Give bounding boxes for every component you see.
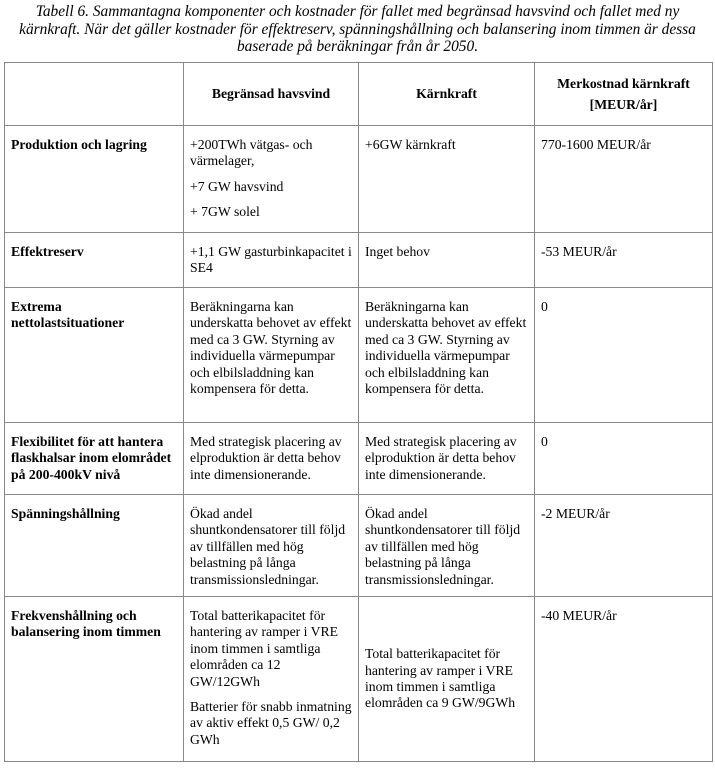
cell-frekvens-havsvind (184, 597, 359, 762)
produktion-havsvind-line-1: +200TWh vätgas- och värmelager, (190, 137, 313, 169)
header-begransad-havsvind: Begränsad havsvind (184, 63, 359, 126)
caption-line-1: Tabell 6. Sammantagna komponenter och kostnader för fallet med begränsad havsvind och fallet med ny (35, 3, 680, 20)
header-merkostnad-unit: [MEUR/år] (589, 97, 658, 112)
header-merkostnad (535, 63, 713, 126)
cell-extrema-karnkraft: Beräkningarna kan underskatta behovet av effekt med ca 3 GW. Styrning av individuella värmepumpar och elbilsladdning kan kompensera för detta. (359, 288, 535, 423)
row-label-extrema: Extrema nettolastsituationer (5, 288, 184, 423)
header-empty-cell (5, 63, 184, 126)
caption-line-2: kärnkraft. När det gäller kostnader för effektreserv, spänningshållning och balansering inom timmen är dessa (19, 20, 696, 38)
header-karnkraft: Kärnkraft (359, 63, 535, 126)
table-row-frekvens (5, 597, 713, 762)
produktion-havsvind-line-2: +7 GW havsvind (190, 178, 284, 194)
cell-spanning-havsvind: Ökad andel shuntkondensatorer till följd av tillfällen med hög belastning på långa transmissionsledningar. (184, 495, 359, 597)
table-row-produktion (5, 126, 713, 233)
cell-frekvens-merkostnad: -40 MEUR/år (535, 597, 713, 762)
table-row-spanning (5, 495, 713, 597)
produktion-havsvind-line-3: + 7GW solel (190, 204, 260, 220)
cell-extrema-havsvind: Beräkningarna kan underskatta behovet av effekt med ca 3 GW. Styrning av individuella värmepumpar och elbilsladdning kan kompensera för detta. (184, 288, 359, 423)
table-row-extrema (5, 288, 713, 423)
cell-flexibilitet-havsvind: Med strategisk placering av elproduktion är detta behov inte dimensionerande. (184, 423, 359, 495)
table-header-row (5, 63, 713, 126)
header-merkostnad-title: Merkostnad kärnkraft (557, 76, 690, 91)
cell-spanning-karnkraft: Ökad andel shuntkondensatorer till följd av tillfällen med hög belastning på långa transmissionsledningar. (359, 495, 535, 597)
table-row-effektreserv (5, 233, 713, 288)
row-label-effektreserv: Effektreserv (5, 233, 184, 288)
cell-flexibilitet-karnkraft: Med strategisk placering av elproduktion är detta behov inte dimensionerande. (359, 423, 535, 495)
cell-effektreserv-merkostnad: -53 MEUR/år (535, 233, 713, 288)
cell-produktion-merkostnad: 770-1600 MEUR/år (535, 126, 713, 233)
frekvens-havsvind-para-2: Batterier för snabb inmatning av aktiv effekt 0,5 GW/ 0,2 GWh (190, 699, 352, 747)
cell-produktion-havsvind (184, 126, 359, 233)
cell-produktion-karnkraft: +6GW kärnkraft (359, 126, 535, 233)
cell-frekvens-karnkraft: Total batterikapacitet för hantering av ramper i VRE inom timmen i samtliga elområden ca 9 GW/9GWh (359, 597, 535, 762)
cell-effektreserv-havsvind: +1,1 GW gasturbinkapacitet i SE4 (184, 233, 359, 288)
cell-spanning-merkostnad: -2 MEUR/år (535, 495, 713, 597)
cell-flexibilitet-merkostnad: 0 (535, 423, 713, 495)
cost-comparison-table (4, 62, 713, 762)
table-caption (0, 3, 715, 56)
cell-extrema-merkostnad: 0 (535, 288, 713, 423)
row-label-flexibilitet: Flexibilitet för att hantera flaskhalsar inom elområdet på 200-400kV nivå (5, 423, 184, 495)
row-label-produktion: Produktion och lagring (5, 126, 184, 233)
frekvens-havsvind-para-1: Total batterikapacitet för hantering av ramper i VRE inom timmen i samtliga elområden ca 12 GW/12GWh (190, 608, 338, 689)
row-label-frekvens: Frekvenshållning och balansering inom timmen (5, 597, 184, 762)
caption-line-3: baserade på beräkningar från år 2050. (236, 38, 479, 55)
table-row-flexibilitet (5, 423, 713, 495)
row-label-spanning: Spänningshållning (5, 495, 184, 597)
cell-effektreserv-karnkraft: Inget behov (359, 233, 535, 288)
